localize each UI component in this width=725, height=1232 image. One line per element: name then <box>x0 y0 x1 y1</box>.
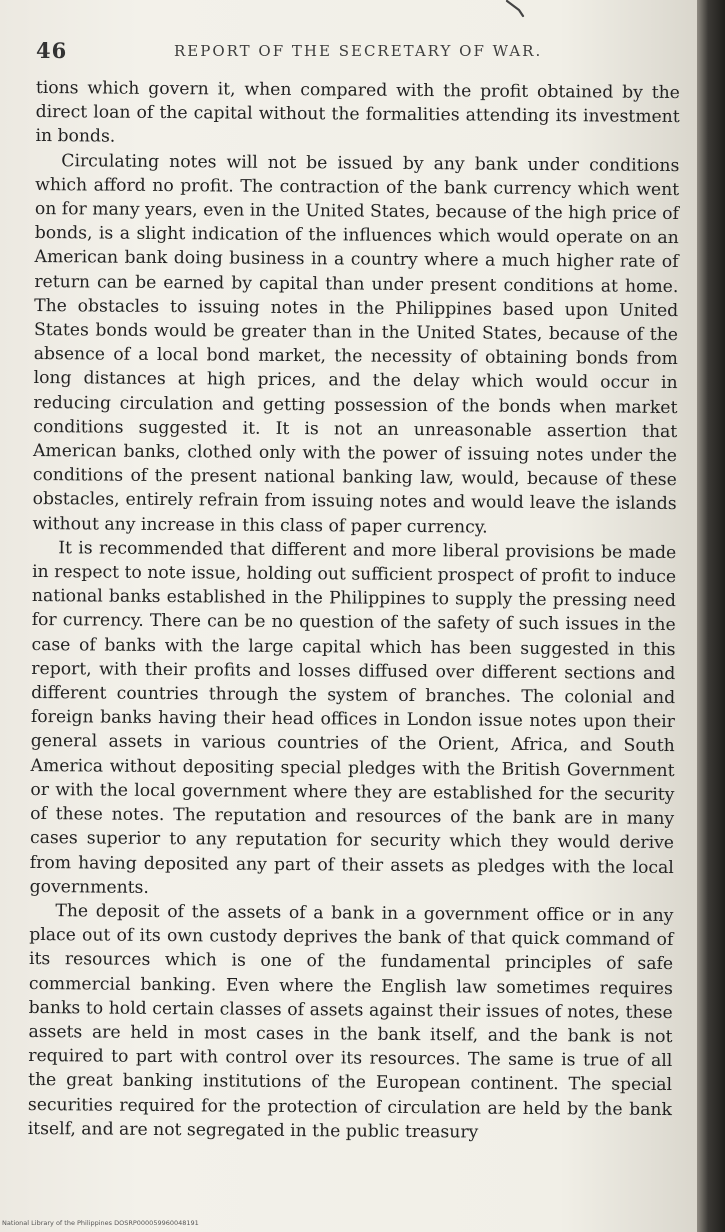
pencil-mark <box>505 0 527 18</box>
page-header <box>36 38 676 68</box>
running-head: REPORT OF THE SECRETARY OF WAR. <box>174 42 543 60</box>
page-number: 46 <box>36 38 68 63</box>
scan-credit: National Library of the Philippines DOSRP000059960048191 <box>2 1219 199 1227</box>
paragraph-recommendation: It is recommended that different and more liberal provisions be made in respect to note issue, holding out sufficient prospect of profit to induce national banks established in the Philippines to supply the pressing need for currency. There can be no question of the safety of such issues in the case of banks with the large capital which has been suggested in this report, with their profits and losses diffused over different sections and different countries through the system of branches. The colonial and foreign banks having their head offices in London issue notes upon their general assets in various countries of the Orient, Africa, and South America without depositing special pledges with the British Government or with the local government where they are established for the security of these notes. The reputation and resources of the bank are in many cases superior to any reputation for security which they would derive from having deposited any part of their assets as pledges with the local governments. <box>29 538 677 898</box>
paragraph-deposit-of-assets: The deposit of the assets of a bank in a government office or in any place out of its own custody deprives the bank of that quick command of its resources which is one of the fundamental principles of safe commercial banking. Even where the English law sometimes requires banks to hold certain classes of assets against their issues of notes, these assets are held in most cases in the bank itself, and the bank is not required to part with control over its resources. The same is true of all the great banking institutions of the European continent. The special securities required for the protection of circulation are held by the bank itself, and are not segregated in the public treasury <box>27 901 674 1143</box>
book-spine-edge <box>697 0 725 1232</box>
paragraph-continuation: tions which govern it, when compared with the profit obtained by the direct loan of the capital without the formalities attending its investment in bonds. <box>35 77 680 148</box>
paragraph-circulating-notes: Circulating notes will not be issued by any bank under conditions which afford no profit. The contraction of the bank currency which went on for many years, even in the United States, because of the high price of bonds, is a slight indication of the influences which would operate on an American bank doing business in a country where a much higher rate of return can be earned by capital than under present conditions at home. The obstacles to issuing notes in the Philippines based upon United States bonds would be greater than in the United States, because of the absence of a local bond market, the necessity of obtaining bonds from long distances at high prices, and the delay which would occur in reducing circulation and getting possession of the bonds when market conditions suggested it. It is not an unreasonable assertion that American banks, clothed only with the power of issuing notes under the conditions of the present national banking law, would, because of these obstacles, entirely refrain from issuing notes and would leave the islands without any increase in this class of paper currency. <box>32 150 680 538</box>
body-text <box>28 76 680 1146</box>
